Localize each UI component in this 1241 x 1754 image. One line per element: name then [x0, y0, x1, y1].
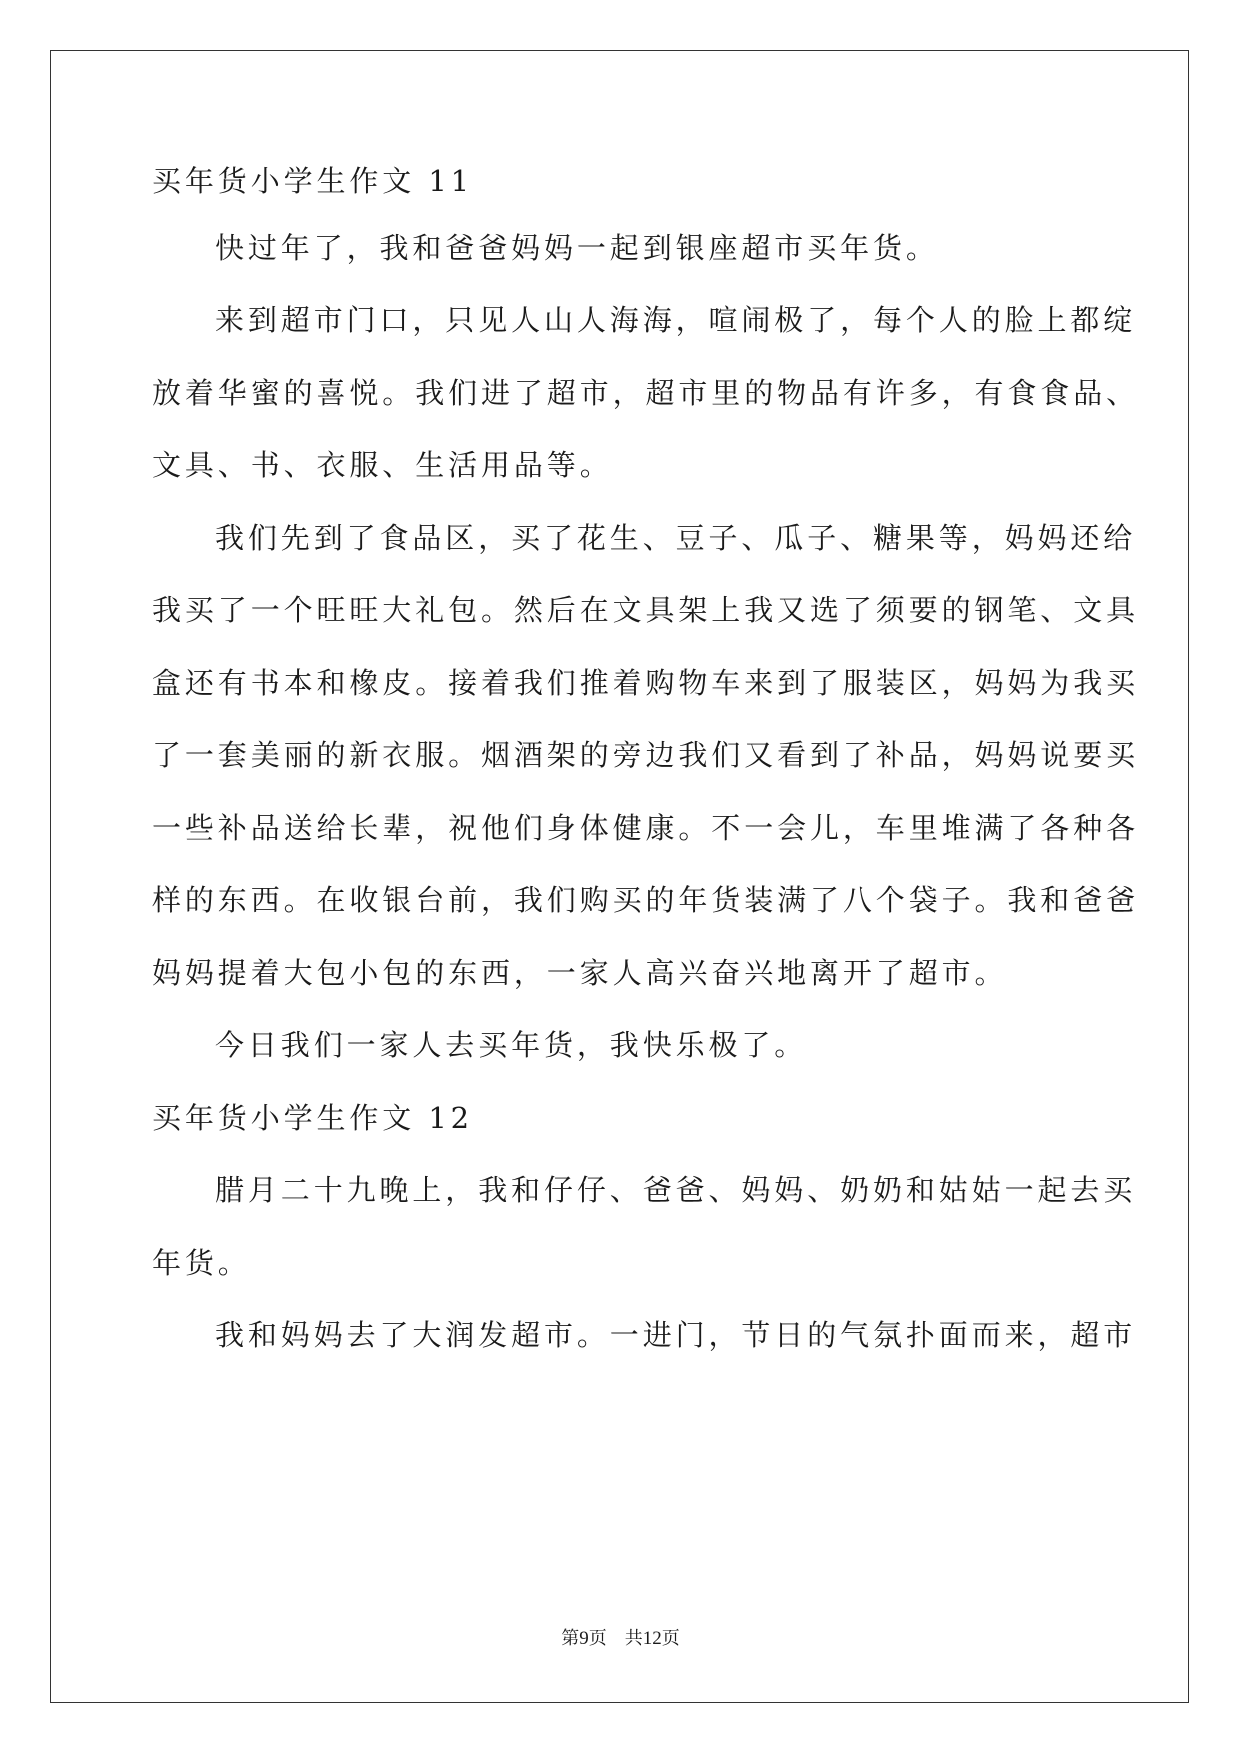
paragraph-line: 文具、书、衣服、生活用品等。: [152, 448, 613, 482]
paragraph-line: 样的东西。在收银台前，我们购买的年货装满了八个袋子。我和爸爸: [152, 883, 1140, 917]
total-pages: 12: [642, 1628, 662, 1649]
page-number: 9: [579, 1628, 589, 1649]
paragraph-line: 我们先到了食品区，买了花生、豆子、瓜子、糖果等，妈妈还给: [215, 521, 1137, 555]
paragraph-line: 盒还有书本和橡皮。接着我们推着购物车来到了服装区，妈妈为我买: [152, 666, 1140, 700]
paragraph-line: 放着华蜜的喜悦。我们进了超市，超市里的物品有许多，有食食品、: [152, 376, 1140, 410]
page-border: [50, 50, 1189, 1703]
total-prefix: 共: [624, 1628, 643, 1649]
section-title-11: 买年货小学生作文 11: [152, 164, 474, 198]
paragraph-line: 年货。: [152, 1246, 251, 1280]
page-suffix: 页: [588, 1628, 607, 1649]
paragraph-line: 我和妈妈去了大润发超市。一进门，节日的气氛扑面而来，超市: [215, 1318, 1137, 1352]
paragraph-line: 了一套美丽的新衣服。烟酒架的旁边我们又看到了补品，妈妈说要买: [152, 738, 1140, 772]
page-footer: [0, 1627, 1241, 1651]
paragraph-line: 一些补品送给长辈，祝他们身体健康。不一会儿，车里堆满了各种各: [152, 811, 1140, 845]
paragraph-line: 腊月二十九晚上，我和仔仔、爸爸、妈妈、奶奶和姑姑一起去买: [215, 1173, 1137, 1207]
page-prefix: 第: [561, 1628, 580, 1649]
paragraph-line: 今日我们一家人去买年货，我快乐极了。: [215, 1028, 808, 1062]
paragraph-line: 快过年了，我和爸爸妈妈一起到银座超市买年货。: [215, 231, 939, 265]
section-title-12: 买年货小学生作文 12: [152, 1101, 474, 1135]
paragraph-line: 妈妈提着大包小包的东西，一家人高兴奋兴地离开了超市。: [152, 956, 1008, 990]
total-suffix: 页: [661, 1628, 680, 1649]
paragraph-line: 我买了一个旺旺大礼包。然后在文具架上我又选了须要的钢笔、文具: [152, 593, 1140, 627]
paragraph-line: 来到超市门口，只见人山人海海，喧闹极了，每个人的脸上都绽: [215, 303, 1137, 337]
